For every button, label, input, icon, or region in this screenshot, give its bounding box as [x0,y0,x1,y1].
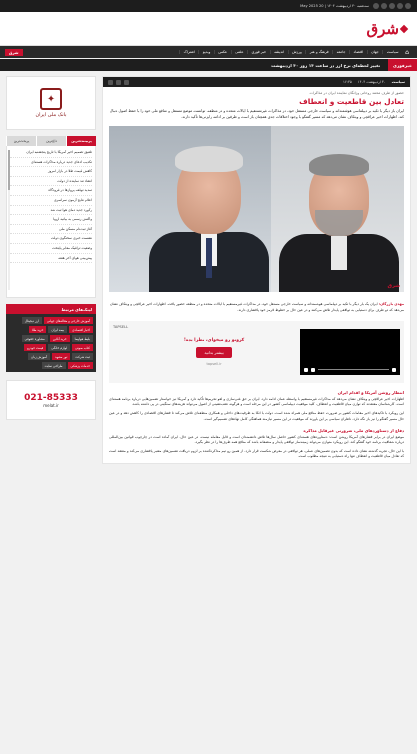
nav-item-video[interactable]: ویدیو [198,50,213,54]
site-logo[interactable]: شرق [366,19,399,38]
breaking-label: خبرفوری [388,59,417,71]
link-tag[interactable]: اخبار اقتصادی [69,326,93,333]
article-subhead: دفاع از دستاوردهای ملی، ضرورتی غیرقابل مذاکره [303,427,404,433]
nav-item-photo[interactable]: عکس [214,50,231,54]
links-box [6,314,96,372]
sidebar [6,76,96,420]
link-tag[interactable]: طراحی سایت [42,362,66,369]
logo-mark-icon [400,24,408,32]
nav-item-science[interactable]: علمی [231,50,247,54]
breaking-text[interactable]: تغییر لحظه‌ای نرخ ارز در ساعت ۱۳ روز ۳۰ اردیبهشت [271,62,381,68]
nav-item-world[interactable]: جهان [367,50,383,54]
instagram-icon[interactable] [397,3,403,9]
breaking-news-ticker [0,59,417,71]
nav-item-economy[interactable]: اقتصاد [349,50,367,54]
news-tabs [6,136,96,146]
article-container [102,76,411,464]
link-tag[interactable]: تور مشهد [52,353,70,360]
list-item[interactable]: پیش‌بینی هوای آخر هفته [10,254,92,264]
melat-ad[interactable] [6,380,96,420]
article-photo [109,126,404,292]
video-progress[interactable] [318,369,389,370]
list-item[interactable]: تکذیب ادعای جدید درباره مذاکرات هسته‌ای [10,158,92,168]
list-item[interactable]: انتقاد تند نماینده از دولت [10,177,92,187]
melat-site: melat.ir [43,402,59,408]
volume-icon[interactable] [311,368,315,372]
rss-icon[interactable] [373,3,379,9]
telegram-icon[interactable] [405,3,411,9]
link-tag[interactable]: ارز دیجیتال [22,317,42,324]
share-icons [108,80,129,85]
tab-most-viewed[interactable]: پربیننده‌ترین [66,136,96,146]
play-icon[interactable] [392,368,396,372]
article-paragraph: موضع ایران در برابر فشارهای آمریکا روشن است: دستاوردهای هسته‌ای کشور حاصل سال‌ها تلاش دانشمندان است و قابل معامله نیست. در عین حال، ایران آماده است در چارچوب قوانین بین‌المللی درباره شفافیت برنامه خود گفتگو کند. این رویکرد متوازن می‌تواند زمینه‌ساز توافقی پایدار و منصفانه باشد که منافع همه طرف‌ها را در نظر بگیرد. [109,434,404,445]
link-tag[interactable]: بلیط هواپیما [72,335,93,342]
caption-text: ایران یک بار دیگر با تکیه بر دیپلماسی هوشمندانه و سیاست خارجی مستقل خود، در مذاکرات غیرمستقیم با ایالات متحده و در منطقه حضور یافت. اظهارات اخیر عراقچی و ویتکاف نشان می‌دهد که دو طرف برای دستیابی به توافقی پایدار تلاش می‌کنند و در عین حال بر خطوط قرمز خود پافشاری دارند. [109,302,404,312]
nav-logo[interactable]: شرق [5,49,23,56]
social-icons [373,3,411,9]
list-item[interactable]: رکورد جدید دمای هوا ثبت شد [10,206,92,216]
video-player[interactable] [300,329,400,375]
link-tag[interactable]: مشاوره حقوقی [22,335,48,342]
news-scrollbar[interactable] [8,150,10,290]
links-title: لینک‌های مرتبط [6,304,96,314]
nav-item-thought[interactable]: اندیشه [270,50,288,54]
aparat-icon[interactable] [381,3,387,9]
tab-hottest[interactable]: داغ‌ترین [36,136,66,146]
tab-most-discussed[interactable]: پربحث‌ترین [6,136,36,146]
article-time: ۱۶:۳۵ [343,80,352,84]
link-tag[interactable]: کتاب صوتی [72,344,93,351]
caption-author: مهدی بازرگان: [378,302,404,307]
site-header [0,12,417,46]
list-item[interactable]: کاهش قیمت طلا در بازار امروز [10,167,92,177]
article-meta [103,77,410,87]
nav-item-politics[interactable]: سیاست [382,50,402,54]
fullscreen-icon[interactable] [304,368,308,372]
video-controls [304,367,396,372]
bookmark-icon[interactable] [108,80,113,85]
article-kicker: حضور از طرف محمد روحانی وزانگان نماینده ایران در مذاکرات [309,91,404,95]
list-item[interactable]: تلفیق تصمیم اخیر آمریکا با تاریخ پنجشنبه ایران [10,148,92,158]
nav-item-sport[interactable]: ورزش [288,50,306,54]
article-date: ۳۰ اردیبهشت ۱۴۰۴ [357,80,386,84]
ad-promo [109,321,404,383]
person-right-image [279,126,399,292]
bank-ad[interactable] [6,76,96,130]
link-tag[interactable]: آموزش زبان [28,353,50,360]
promo-button[interactable]: بیشتر بدانید [196,347,231,358]
article-category[interactable]: سیاست [391,80,405,84]
link-tag[interactable]: خرید آنلاین [50,335,70,342]
list-item[interactable]: نشست خبری سخنگوی دولت [10,234,92,244]
tapsell-logo[interactable]: TAPSELL [113,325,129,329]
bank-logo-icon: ✦ [40,88,62,110]
news-list [6,146,96,298]
promo-site[interactable]: tapsell.ir [206,362,222,366]
article-title: تعادل بین قاطعیت و انعطاف [299,97,404,106]
list-item[interactable]: آغاز ثبت‌نام مسکن ملی [10,225,92,235]
print-icon[interactable] [124,80,129,85]
article-paragraph: با این حال، تجربه گذشته نشان داده است که بدون تضمین‌های عملی، هر توافقی در معرض شکست قرار دارد. از همین رو تیم مذاکره‌کننده بر لزوم دریافت تضمین‌های معتبر پافشاری می‌کند و معتقد است که تعادل میان قاطعیت و انعطاف تنها راه دستیابی به نتیجه مطلوب است. [109,449,404,459]
link-tag[interactable]: خدمات پزشکی [68,362,93,369]
article-paragraph: این رویکرد با تاکیدهای اخیر مقامات کشور بر ضرورت حفظ منافع ملی همراه شده است. دولت با اتکا به ظرفیت‌های داخلی و همکاری منطقه‌ای تلاش می‌کند تا فشارهای اقتصادی را کاهش دهد و در عین حال مسیر گفتگو را نیز باز نگه دارد. ناظران سیاسی بر این باورند که موفقیت در این مسیر نیازمند هماهنگی کامل نهادهای تصمیم‌گیر است. [109,411,404,421]
nav-item-subscribe[interactable]: اشتراک [179,50,198,54]
article-paragraph: اظهارات اخیر عراقچی و ویتکاف نشان می‌دهد که مذاکرات غیرمستقیم با واسطه عمان ادامه دارد. ایران بر حق غنی‌سازی و لغو تحریم‌ها تأکید دارد و آمریکا نیز خواستار تضمین‌هایی درباره برنامه هسته‌ای است. کارشناسان معتقدند که توازن میان قاطعیت و انعطاف، کلید موفقیت دیپلماسی کشور در این مرحله است و هرگونه عقب‌نشینی از اصول می‌تواند هزینه‌های سنگینی در پی داشته باشد. [109,397,404,407]
link-tag[interactable]: آموزش خارجی و مقاله‌های جهانی [44,317,93,324]
article-subhead: انتظار روشن آمریکا و اقدام ایران [337,390,404,395]
bank-name: بانک ملی ایران [35,112,67,118]
share-icon[interactable] [116,80,121,85]
article-body [103,387,410,463]
link-tag[interactable]: قیمت خودرو [24,344,46,351]
current-date: سه‌شنبه ۳۰ اردیبهشت ۱۴۰۴ | 20 May 2025 [300,4,369,8]
person-left-image [149,126,269,292]
article-caption [103,294,410,317]
main-nav [0,46,417,58]
home-icon[interactable]: ⌂ [405,48,409,56]
promo-question: کروتو رو میخوای، نظرا بده! [183,338,245,343]
list-item[interactable]: اعلام نتایج آزمون سراسری [10,196,92,206]
link-tag[interactable]: ثبت شرکت [72,353,93,360]
link-tag[interactable]: لوازم خانگی [48,344,70,351]
promo-content [128,338,300,366]
list-item[interactable]: واکنش رسمی به بیانیه اروپا [10,215,92,225]
nav-item-society[interactable]: جامعه [332,50,349,54]
photo-credit: شرق [387,283,400,290]
nav-item-culture[interactable]: فرهنگ و هنر [305,50,332,54]
twitter-icon[interactable] [389,3,395,9]
link-tag[interactable]: بیمه ایران [48,326,67,333]
top-bar [0,0,417,12]
nav-item-breaking[interactable]: خبر فوری [247,50,270,54]
list-item[interactable]: وضعیت ترافیک معابر پایتخت [10,244,92,254]
article-lead: ایران باز دیگر با تکیه بر دیپلماسی هوشمندانه و سیاست خارجی مستقل خود، در مذاکرات غیرمستقیم با ایالات متحده و در منطقه، توانست موضع مستقل و منافع ملی خود را با حفظ اصول دنبال کند. اظهارات اخیر عراقچی و ویتکاف نشان می‌دهد که مسیر گفتگو با وجود اختلافات جدی همچنان باز است و طرفین بر ادامه رایزنی‌ها تأکید دارند. [109,109,404,119]
list-item[interactable]: تمدید توقف پروازها در فرودگاه [10,186,92,196]
link-tag[interactable]: خرید طلا [29,326,46,333]
melat-number: 021-85333 [24,392,78,403]
